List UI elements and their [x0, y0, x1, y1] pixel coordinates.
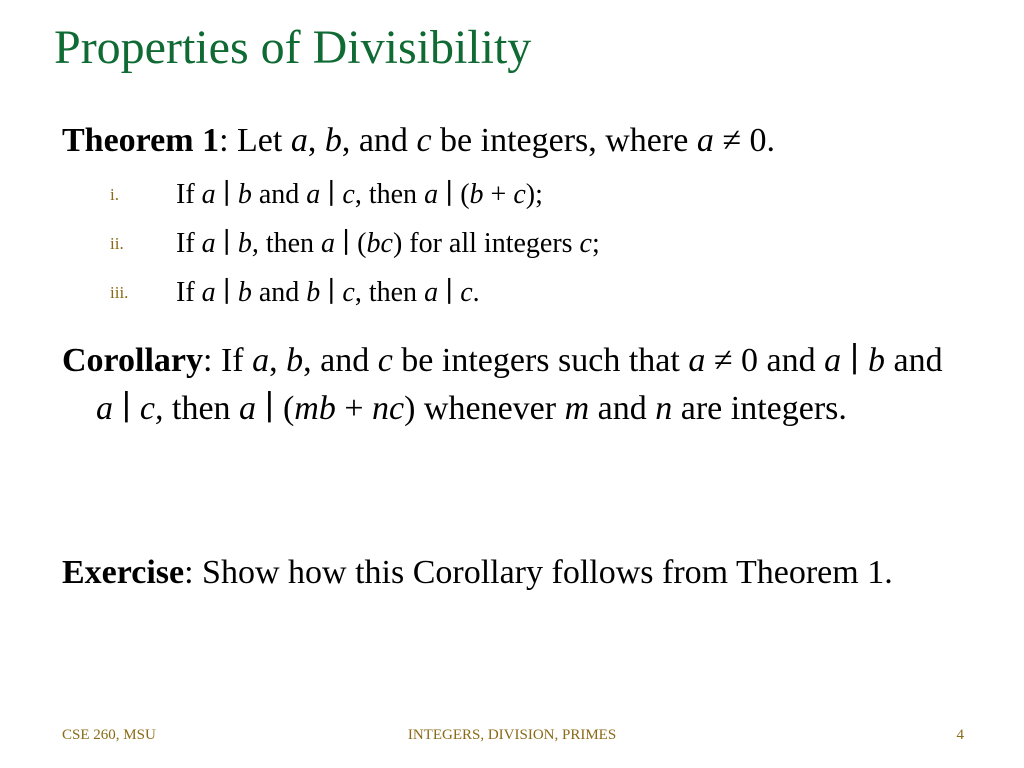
theorem-text: ,	[307, 122, 325, 159]
var-a: a	[290, 122, 308, 159]
exercise-label: Exercise	[62, 554, 185, 591]
var-c: c	[416, 122, 432, 159]
theorem-text: be integers, where	[431, 122, 697, 159]
theorem-text: : Let	[219, 122, 291, 159]
theorem-text: ≠ 0.	[713, 122, 775, 159]
slide-number: 4	[956, 727, 964, 743]
item-text: If a ∣ b and a ∣ c, then a ∣ (b + c);	[176, 179, 543, 210]
item-number: i.	[110, 185, 119, 204]
theorem-statement	[62, 117, 962, 165]
corollary-statement: Corollary: If a, b, and c be integers such that a ≠ 0 and a ∣ b and a ∣ c, then a ∣ (mb + nc) whenever m and n are integers.	[62, 342, 943, 427]
theorem-text: , and	[341, 122, 417, 159]
exercise-text: : Show how this Corollary follows from Theorem 1.	[184, 554, 893, 591]
item-number: iii.	[110, 283, 129, 302]
corollary-label: Corollary	[62, 342, 204, 379]
theorem-label: Theorem 1	[62, 122, 220, 159]
item-text: If a ∣ b and b ∣ c, then a ∣ c.	[176, 277, 480, 308]
exercise-statement	[62, 549, 962, 597]
item-number: ii.	[110, 234, 124, 253]
footer-course: CSE 260, MSU	[62, 727, 156, 743]
item-text: If a ∣ b, then a ∣ (bc) for all integers c;	[176, 228, 600, 259]
var-b: b	[324, 122, 342, 159]
var-a: a	[696, 122, 714, 159]
footer-topic: INTEGERS, DIVISION, PRIMES	[407, 727, 617, 743]
slide-title: Properties of Divisibility	[54, 21, 532, 74]
